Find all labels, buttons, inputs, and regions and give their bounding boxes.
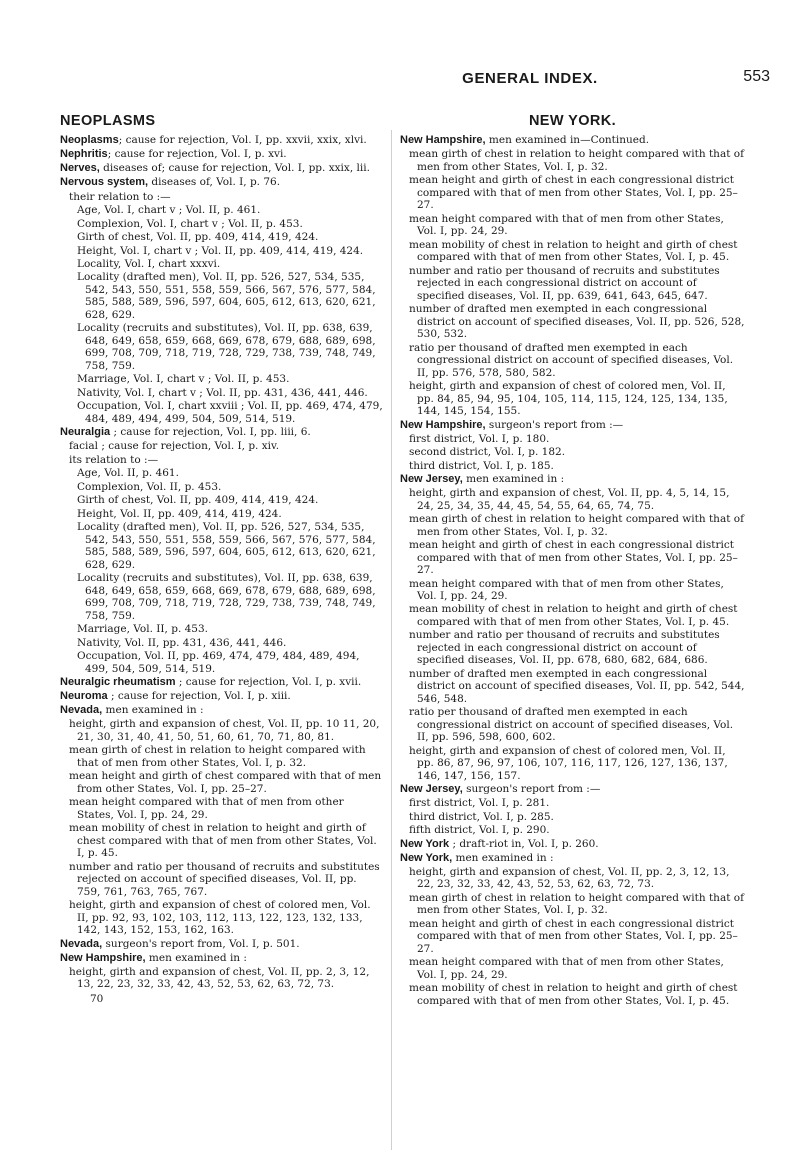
- index-entry: [60, 426, 383, 439]
- right-section-heading: NEW YORK.: [528, 113, 617, 129]
- index-subentry: its relation to :—: [69, 453, 159, 466]
- entry-keyword: New Jersey,: [400, 783, 463, 796]
- entry-keyword: New Hampshire,: [60, 951, 146, 964]
- running-head-title: GENERAL INDEX.: [462, 70, 598, 87]
- index-subentry: Marriage, Vol. I, chart v ; Vol. II, p. 453.: [77, 373, 290, 386]
- index-subentry: mean mobility of chest in relation to height and girth of chest compared with that of men from other States, Vol. I, p. 45.: [409, 603, 738, 628]
- index-subentry: Locality (drafted men), Vol. II, pp. 526, 527, 534, 535, 542, 543, 550, 551, 558, 559, 566, 567, 576, 577, 584, 585, 588, 589, 596, 597, 604, 605, 612, 613, 620, 621, 628, 629.: [77, 521, 376, 571]
- index-subentry: Girth of chest, Vol. II, pp. 409, 414, 419, 424.: [77, 494, 319, 507]
- entry-keyword: Nerves,: [60, 162, 100, 175]
- index-subentry: mean height compared with that of men from other States, Vol. I, pp. 24, 29.: [409, 212, 724, 238]
- index-entry: [60, 690, 383, 703]
- left-section-heading: NEOPLASMS: [60, 113, 156, 129]
- signature-mark: 70: [90, 992, 104, 1005]
- index-entry: [400, 852, 745, 865]
- index-subentry: mean mobility of chest in relation to height and girth of chest compared with that of men from other States, Vol. I, p. 45.: [409, 982, 738, 1007]
- index-subentry: mean height and girth of chest in each congressional district compared with that of men from other States, Vol. I, pp. 25–27.: [409, 174, 738, 212]
- entry-text: men examined in :: [102, 704, 204, 717]
- left-entry-list: [60, 134, 383, 990]
- index-subentry: Height, Vol. II, pp. 409, 414, 419, 424.: [77, 507, 282, 520]
- index-subentry: mean girth of chest in relation to height compared with that of men from other States, Vol. I, p. 32.: [409, 891, 744, 917]
- entry-keyword: Neuralgic rheumatism: [60, 676, 176, 689]
- index-subentry: ratio per thousand of drafted men exempted in each congressional district on account of specified diseases, Vol. II, pp. 576, 578, 580, 582.: [409, 341, 734, 379]
- index-subentry: height, girth and expansion of chest, Vol. II, pp. 2, 3, 12, 13, 22, 23, 32, 33, 42, 43, 52, 53, 62, 63, 72, 73.: [69, 965, 370, 991]
- index-subentry: third district, Vol. I, p. 185.: [409, 459, 554, 472]
- index-entry: [60, 704, 383, 717]
- index-subentry: number and ratio per thousand of recruits and substitutes rejected in each congressional district on account of specified diseases, Vol. II, pp. 678, 680, 682, 684, 686.: [409, 629, 720, 667]
- right-entry-list: [400, 134, 745, 1007]
- index-subentry: ratio per thousand of drafted men exempted in each congressional district on account of specified diseases, Vol. II, pp. 596, 598, 600, 602.: [409, 706, 734, 744]
- index-subentry: number and ratio per thousand of recruits and substitutes rejected on account of specified diseases, Vol. II, pp. 759, 761, 763, 765, 767.: [69, 860, 380, 898]
- index-entry: [400, 473, 745, 486]
- index-subentry: third district, Vol. I, p. 285.: [409, 810, 554, 823]
- index-subentry: mean height compared with that of men from other States, Vol. I, pp. 24, 29.: [409, 956, 724, 981]
- index-entry: [60, 148, 383, 161]
- index-subentry: Locality (recruits and substitutes), Vol. II, pp. 638, 639, 648, 649, 658, 659, 668, 669, 678, 679, 688, 689, 698, 699, 708, 709, 718, 719, 728, 729, 738, 739, 748, 749, 758, 759.: [77, 572, 376, 622]
- index-subentry: mean mobility of chest in relation to height and girth of chest compared with that of men from other States, Vol. I, p. 45.: [69, 822, 377, 860]
- left-column: [60, 113, 383, 1005]
- index-subentry: height, girth and expansion of chest of colored men, Vol. II, pp. 92, 93, 102, 103, 112, 113, 122, 123, 132, 133, 142, 143, 152, 153, 162, 163.: [69, 899, 371, 937]
- index-subentry: mean girth of chest in relation to height compared with that of men from other States, Vol. I, p. 32.: [409, 513, 744, 538]
- entry-keyword: Nervous system,: [60, 176, 149, 189]
- index-subentry: Complexion, Vol. I, chart v ; Vol. II, p. 453.: [77, 217, 303, 230]
- entry-text: men examined in—Continued.: [485, 134, 650, 147]
- index-subentry: mean height and girth of chest in each congressional district compared with that of men from other States, Vol. I, pp. 25–27.: [409, 917, 738, 955]
- entry-keyword: New York: [400, 837, 450, 850]
- entry-text: men examined in :: [145, 951, 247, 964]
- index-subentry: number of drafted men exempted in each congressional district on account of specified diseases, Vol. II, pp. 526, 528, 530, 532.: [409, 303, 745, 341]
- index-entry: [60, 176, 383, 189]
- entry-keyword: Nephritis: [60, 148, 108, 161]
- index-subentry: first district, Vol. I, p. 180.: [409, 432, 550, 445]
- entry-text: ; cause for rejection, Vol. I, pp. liii, 6.: [110, 426, 311, 439]
- index-entry: [60, 162, 383, 175]
- entry-text: ; cause for rejection, Vol. I, p. xvi.: [107, 148, 287, 161]
- index-subentry: height, girth and expansion of chest, Vol. II, pp. 2, 3, 12, 13, 22, 23, 32, 33, 42, 43, 52, 53, 62, 63, 72, 73.: [409, 865, 730, 891]
- index-subentry: Marriage, Vol. II, p. 453.: [77, 623, 208, 636]
- index-subentry: Nativity, Vol. I, chart v ; Vol. II, pp. 431, 436, 441, 446.: [77, 386, 368, 399]
- index-subentry: mean height and girth of chest compared with that of men from other States, Vol. I, pp. 25–27.: [69, 770, 382, 795]
- index-subentry: Occupation, Vol. I, chart xxviii ; Vol. II, pp. 469, 474, 479, 484, 489, 494, 499, 504, 509, 514, 519.: [77, 400, 383, 425]
- page-number: 553: [743, 68, 770, 85]
- entry-text: men examined in :: [462, 473, 565, 486]
- index-subentry: Age, Vol. II, p. 461.: [77, 467, 179, 480]
- index-subentry: number of drafted men exempted in each congressional district on account of specified diseases, Vol. II, pp. 542, 544, 546, 548.: [409, 667, 745, 705]
- index-entry: [60, 952, 383, 965]
- index-subentry: Locality, Vol. I, chart xxxvi.: [77, 257, 221, 270]
- entry-keyword: Nevada,: [60, 704, 103, 717]
- entry-keyword: Nevada,: [60, 937, 103, 950]
- index-subentry: fifth district, Vol. I, p. 290.: [409, 824, 550, 837]
- entry-keyword: New Hampshire,: [400, 418, 486, 431]
- column-divider: [391, 130, 392, 1150]
- index-subentry: facial ; cause for rejection, Vol. I, p. xiv.: [69, 440, 280, 453]
- index-entry: [60, 938, 383, 951]
- entry-text: ; draft-riot in, Vol. I, p. 260.: [449, 837, 599, 850]
- index-subentry: their relation to :—: [69, 190, 171, 203]
- index-subentry: mean mobility of chest in relation to height and girth of chest compared with that of men from other States, Vol. I, p. 45.: [409, 238, 738, 264]
- index-subentry: mean height compared with that of men from other States, Vol. I, pp. 24, 29.: [409, 577, 724, 602]
- index-entry: [60, 676, 383, 689]
- entry-keyword: Neoplasms: [60, 134, 119, 147]
- index-subentry: height, girth and expansion of chest, Vol. II, pp. 10 11, 20, 21, 30, 31, 40, 41, 50, 51, 60, 61, 70, 71, 80, 81.: [69, 718, 380, 743]
- index-entry: [60, 134, 383, 147]
- entry-text: surgeon's report from, Vol. I, p. 501.: [102, 937, 300, 950]
- index-subentry: mean girth of chest in relation to height compared with that of men from other States, Vol. I, p. 32.: [409, 148, 744, 173]
- entry-text: ; cause for rejection, Vol. I, p. xvii.: [175, 676, 362, 689]
- index-subentry: mean height compared with that of men from other States, Vol. I, pp. 24, 29.: [69, 796, 344, 821]
- entry-keyword: New Jersey,: [400, 473, 463, 486]
- index-subentry: number and ratio per thousand of recruits and substitutes rejected in each congressional district on account of specified diseases, Vol. II, pp. 639, 641, 643, 645, 647.: [409, 264, 720, 302]
- index-subentry: height, girth and expansion of chest of colored men, Vol. II, pp. 84, 85, 94, 95, 104, 105, 114, 115, 124, 125, 134, 135, 144, 145, 154, 155.: [409, 380, 728, 418]
- entry-keyword: Neuroma: [60, 690, 108, 703]
- index-entry: [400, 838, 745, 851]
- entry-text: surgeon's report from :—: [485, 418, 624, 431]
- index-subentry: height, girth and expansion of chest, Vol. II, pp. 4, 5, 14, 15, 24, 25, 34, 35, 44, 45, 54, 55, 64, 65, 74, 75.: [409, 487, 730, 512]
- index-subentry: Locality (drafted men), Vol. II, pp. 526, 527, 534, 535, 542, 543, 550, 551, 558, 559, 566, 567, 576, 577, 584, 585, 588, 589, 596, 597, 604, 605, 612, 613, 620, 621, 628, 629.: [77, 271, 376, 321]
- index-subentry: second district, Vol. I, p. 182.: [409, 446, 566, 459]
- index-subentry: mean height and girth of chest in each congressional district compared with that of men from other States, Vol. I, pp. 25–27.: [409, 539, 738, 577]
- running-head: [380, 70, 770, 100]
- entry-text: men examined in :: [452, 851, 554, 864]
- entry-text: ; cause for rejection, Vol. I, pp. xxvii, xxix, xlvi.: [118, 134, 367, 147]
- entry-keyword: Neuralgia: [60, 426, 111, 439]
- entry-text: diseases of; cause for rejection, Vol. I, pp. xxix, lii.: [99, 162, 370, 175]
- index-subentry: Occupation, Vol. II, pp. 469, 474, 479, 484, 489, 494, 499, 504, 509, 514, 519.: [77, 650, 360, 675]
- index-subentry: Age, Vol. I, chart v ; Vol. II, p. 461.: [77, 204, 261, 217]
- index-subentry: Locality (recruits and substitutes), Vol. II, pp. 638, 639, 648, 649, 658, 659, 668, 669, 678, 679, 688, 689, 698, 699, 708, 709, 718, 719, 728, 729, 738, 739, 748, 749, 758, 759.: [77, 322, 376, 372]
- index-subentry: Nativity, Vol. II, pp. 431, 436, 441, 446.: [77, 636, 287, 649]
- index-subentry: first district, Vol. I, p. 281.: [409, 797, 550, 810]
- entry-keyword: New Hampshire,: [400, 134, 486, 147]
- entry-text: diseases of, Vol. I, p. 76.: [148, 176, 281, 189]
- index-subentry: Height, Vol. I, chart v ; Vol. II, pp. 409, 414, 419, 424.: [77, 244, 364, 257]
- index-subentry: mean girth of chest in relation to height compared with that of men from other States, Vol. I, p. 32.: [69, 744, 366, 769]
- entry-text: ; cause for rejection, Vol. I, p. xiii.: [107, 690, 291, 703]
- entry-text: surgeon's report from :—: [462, 783, 601, 796]
- index-entry: [400, 783, 745, 796]
- index-entry: [400, 134, 745, 147]
- index-entry: [400, 419, 745, 432]
- index-subentry: Complexion, Vol. II, p. 453.: [77, 480, 222, 493]
- index-subentry: Girth of chest, Vol. II, pp. 409, 414, 419, 424.: [77, 231, 319, 244]
- entry-keyword: New York,: [400, 851, 453, 864]
- right-column: [400, 113, 745, 1008]
- index-subentry: height, girth and expansion of chest of colored men, Vol. II, pp. 86, 87, 96, 97, 106, 107, 116, 117, 126, 127, 136, 137, 146, 147, 156, 157.: [409, 744, 728, 782]
